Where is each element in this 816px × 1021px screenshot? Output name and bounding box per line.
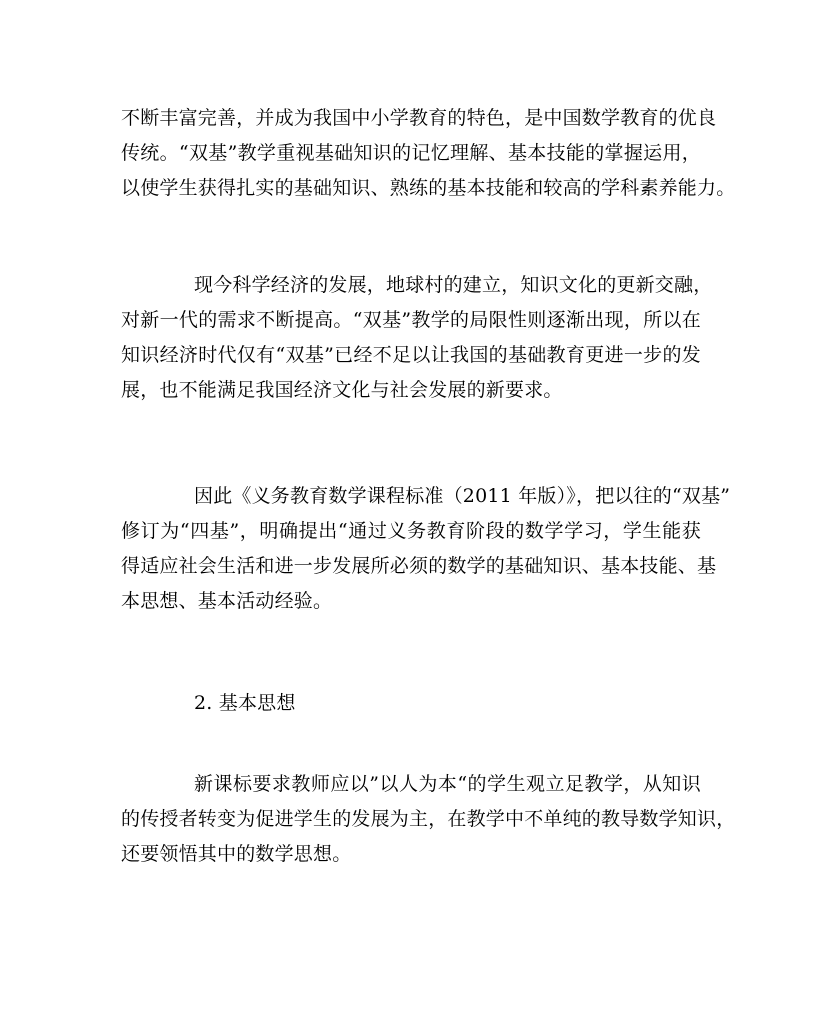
text-line: 的传授者转变为促进学生的发展为主，在教学中不单纯的教导数学知识， — [121, 808, 736, 830]
text-line: 得适应社会生活和进一步发展所必须的数学的基础知识、基本技能、基 — [121, 555, 717, 577]
paragraph-double-basics-tradition — [121, 101, 736, 206]
text-line: 展，也不能满足我国经济文化与社会发展的新要求。 — [121, 379, 563, 401]
text-line: 对新一代的需求不断提高。“双基”教学的局限性则逐渐出现，所以在 — [121, 309, 701, 331]
text-line: 修订为“四基”，明确提出“通过义务教育阶段的数学学习，学生能获 — [121, 520, 701, 542]
text-line: 新课标要求教师应以”以人为本“的学生观立足教学，从知识 — [194, 773, 701, 795]
text-line: 以使学生获得扎实的基础知识、熟练的基本技能和较高的学科素养能力。 — [121, 177, 736, 199]
text-line: 传统。“双基”教学重视基础知识的记忆理解、基本技能的掌握运用， — [121, 142, 701, 164]
text-line: 不断丰富完善，并成为我国中小学教育的特色，是中国数学教育的优良 — [121, 107, 717, 129]
paragraph-new-curriculum — [121, 767, 736, 872]
text-line: 知识经济时代仅有“双基”已经不足以让我国的基础教育更进一步的发 — [121, 344, 701, 366]
heading-text: 2. 基本思想 — [194, 692, 296, 714]
text-line: 还要领悟其中的数学思想。 — [121, 843, 352, 865]
section-heading-basic-thoughts — [121, 686, 701, 721]
text-line: 本思想、基本活动经验。 — [121, 590, 333, 612]
text-line: 因此《义务教育数学课程标准（2011 年版）》，把以往的“双基” — [194, 485, 731, 507]
paragraph-curriculum-standard — [121, 479, 731, 619]
paragraph-knowledge-economy — [121, 268, 713, 408]
text-line: 现今科学经济的发展，地球村的建立，知识文化的更新交融， — [194, 274, 713, 296]
